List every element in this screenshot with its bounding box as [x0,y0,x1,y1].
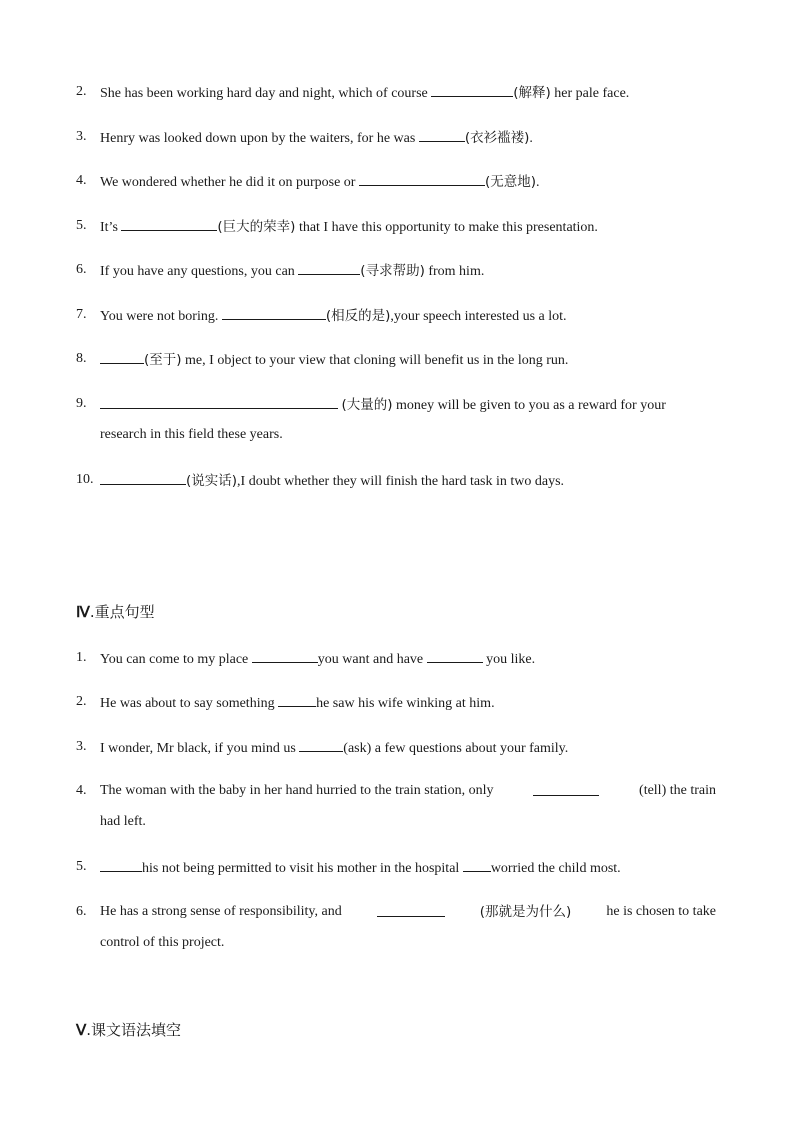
section-title: .课文语法填空 [86,1021,182,1039]
item-text: He has a strong sense of responsibility, and [100,904,342,919]
item-text: he saw his wife winking at him. [316,696,495,711]
section-title: .重点句型 [89,603,155,621]
item-text: had left. [100,814,146,829]
chinese-hint: (解释) [513,85,551,101]
item-number: 5. [76,859,87,874]
section-heading [76,602,155,623]
item-text: He was about to say something [100,696,279,711]
item-text: If you have any questions, you can [100,264,299,279]
answer-blank[interactable] [121,216,217,231]
item-text: The woman with the baby in her hand hurried to the train station, only [100,783,494,798]
item-text: It’s [100,220,122,235]
item-text: . [536,175,540,190]
item-text: you like. [482,652,536,667]
item-text: She has been working hard day and night, which of course [100,86,432,101]
item-text: We wondered whether he did it on purpose or [100,175,359,190]
item-text: You can come to my place [100,652,252,667]
item-number: 9. [76,396,87,411]
chinese-hint: (大量的) [341,397,393,413]
answer-blank[interactable] [299,737,343,752]
item-number: 7. [76,307,87,322]
item-text: you want and have [317,652,427,667]
item-text: that I have this opportunity to make this presentation. [295,220,598,235]
answer-blank[interactable] [100,470,186,485]
answer-blank[interactable] [427,648,483,663]
chinese-hint: (说实话) [186,473,238,489]
item-text: his not being permitted to visit his mother in the hospital [142,861,463,876]
item-text: Henry was looked down upon by the waiters, for he was [100,131,419,146]
item-number: 1. [76,650,87,665]
item-number: 6. [76,262,87,277]
item-number: 4. [76,783,87,798]
item-text: money will be given to you as a reward for your [392,398,666,413]
chinese-hint: (无意地) [484,174,537,190]
section-number: Ⅳ [76,605,90,621]
item-text: research in this field these years. [100,427,283,442]
chinese-hint: (那就是为什么) [479,904,572,920]
item-text: me, I object to your view that cloning will benefit us in the long run. [181,353,569,368]
item-text: worried the child most. [490,861,621,876]
answer-blank[interactable] [298,260,360,275]
item-number: 3. [76,129,87,144]
item-text: (tell) the train [639,783,716,798]
answer-blank[interactable] [533,781,599,796]
chinese-hint: (巨大的荣幸) [217,219,296,235]
item-number: 6. [76,904,87,919]
answer-blank[interactable] [100,857,142,872]
item-number: 3. [76,739,87,754]
answer-blank[interactable] [278,692,316,707]
item-text: from him. [424,264,485,279]
answer-blank[interactable] [377,902,445,917]
section-heading [76,1020,181,1041]
item-text: her pale face. [550,86,630,101]
answer-blank[interactable] [431,82,513,97]
answer-blank[interactable] [359,171,485,186]
item-text: he is chosen to take [606,904,716,919]
item-number: 5. [76,218,87,233]
chinese-hint: (至于) [144,352,182,368]
item-text: You were not boring. [100,309,222,324]
chinese-hint: (衣衫褴褛) [464,130,530,146]
answer-blank[interactable] [100,394,338,409]
answer-blank[interactable] [419,127,465,142]
item-number: 4. [76,173,87,188]
item-number: 2. [76,84,87,99]
item-text: I wonder, Mr black, if you mind us [100,741,300,756]
answer-blank[interactable] [252,648,318,663]
item-text: ,your speech interested us a lot. [390,309,567,324]
item-number: 8. [76,351,87,366]
section-number: Ⅴ [76,1023,87,1039]
item-text: . [529,131,533,146]
item-text: control of this project. [100,935,225,950]
chinese-hint: (相反的是) [325,308,391,324]
answer-blank[interactable] [100,349,144,364]
answer-blank[interactable] [222,305,326,320]
item-number: 2. [76,694,87,709]
answer-blank[interactable] [463,857,491,872]
item-number: 10. [76,472,94,487]
item-text: ,I doubt whether they will finish the hard task in two days. [237,474,565,489]
chinese-hint: (寻求帮助) [360,263,425,279]
item-text: (ask) a few questions about your family. [343,741,569,756]
